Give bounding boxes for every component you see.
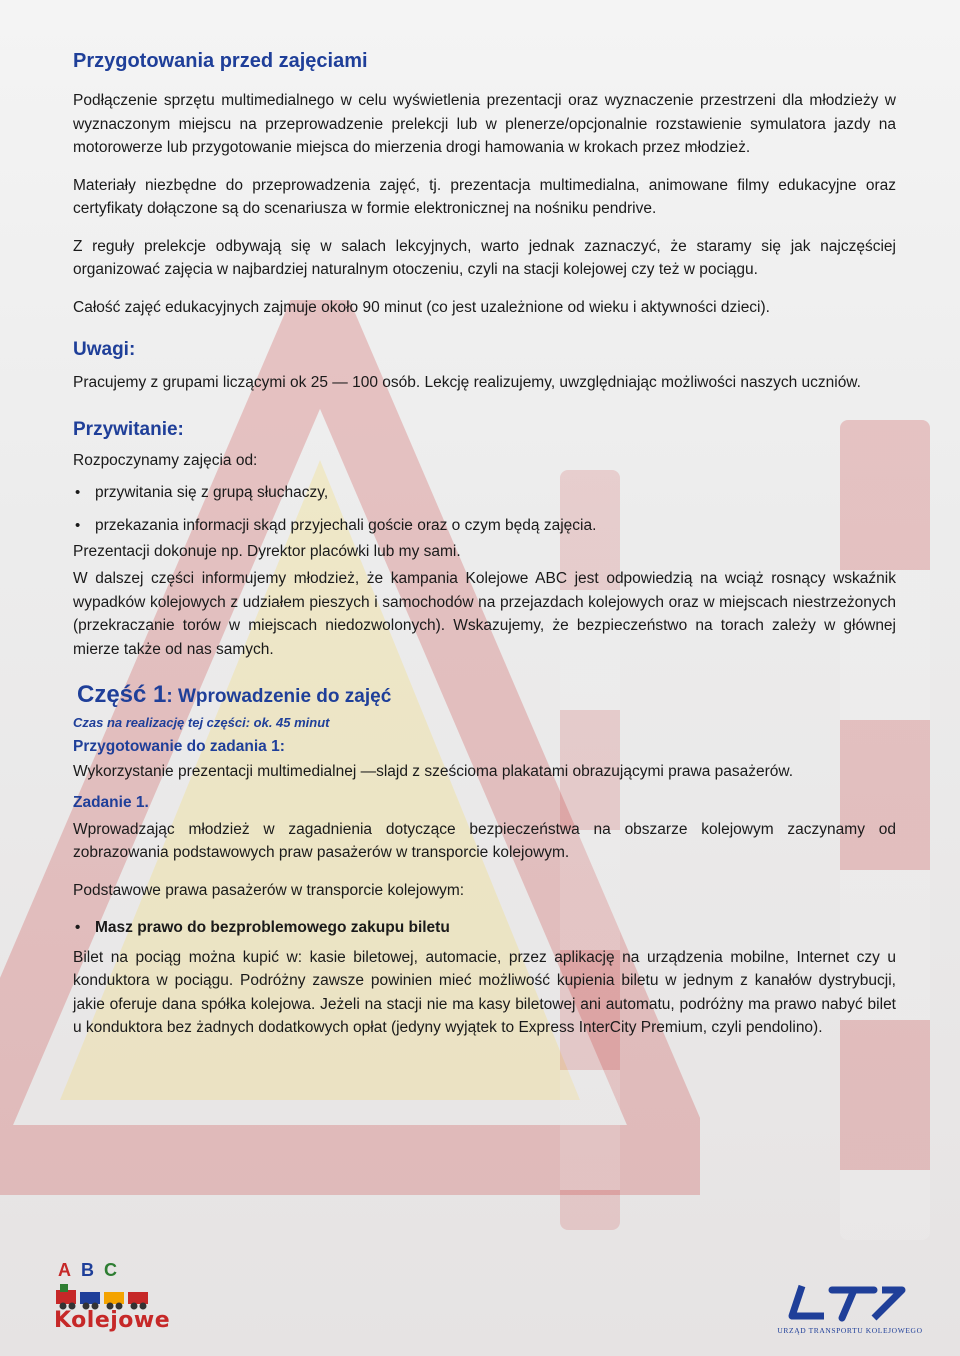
rights-intro: Podstawowe prawa pasażerów w transporcie kolejowym: <box>73 881 465 899</box>
part-1-title-text: : Wprowadzenie do zajęć <box>166 686 392 707</box>
przywitanie-list <box>73 481 896 538</box>
part-1-title <box>77 681 896 709</box>
section-title-przywitanie: Przywitanie: <box>73 419 184 440</box>
right-1-text: Bilet na pociąg można kupić w: kasie biletowej, automacie, przez aplikację na urządzenia mobilne, Internet czy u konduktora w pociągu. Podróżny zawsze powinien mieć możliwość kupienia biletu w jednym z kanałów dystrybucji, jakie oferuje dana spółka kolejowa. Jeżeli na stacji nie ma kasy biletowej ani automatu, podróżny ma prawo nabyć bilet u konduktora bez żadnych dodatkowych opłat (jedyny wyjątek to Express InterCity Premium, czyli pendolino). <box>73 948 896 1036</box>
utk-logo <box>762 1282 938 1342</box>
utk-caption: URZĄD TRANSPORTU KOLEJOWEGO <box>777 1326 923 1335</box>
logo-letter-b: B <box>81 1260 94 1280</box>
logo-letter-a: A <box>58 1260 71 1280</box>
prep-task-1-text: Wykorzystanie prezentacji multimedialnej —slajd z sześcioma plakatami obrazującymi prawa pasażerów. <box>73 763 794 780</box>
paragraph-uwagi: Pracujemy z grupami liczącymi ok 25 — 100 osób. Lekcję realizujemy, uwzględniając możliwości naszych uczniów. <box>73 374 861 391</box>
list-item: • przekazania informacji skąd przyjechali goście oraz o czym będą zajęcia. <box>73 514 896 538</box>
paragraph-campaign: W dalszej części informujemy młodzież, że kampania Kolejowe ABC jest odpowiedzią na wciąż rosnący wskaźnik wypadków kolejowych z udziałem pieszych i samochodów na przejazdach kolejowych oraz w miejscach niestrzeżonych (przekraczanie torów w miejscach niedozwolonych). Wskazujemy, że bezpieczeństwo na torach zależy w głównej mierze także od nas samych. <box>73 570 896 658</box>
paragraph-location: Z reguły prelekcje odbywają się w salach lekcyjnych, warto jednak zaznaczyć, że staramy się jak najczęściej organizować zajęcia w najbardziej naturalnym otoczeniu, czyli na stacji kolejowej czy też w pociągu. <box>73 237 896 278</box>
paragraph-duration: Całość zajęć edukacyjnych zajmuje około 90 minut (co jest uzależnione od wieku i aktywności dzieci). <box>73 298 770 316</box>
task-1-title: Zadanie 1. <box>73 793 149 811</box>
list-item: • przywitania się z grupą słuchaczy, <box>73 481 896 505</box>
paragraph-przywitanie-intro: Rozpoczynamy zajęcia od: <box>73 452 258 469</box>
utk-emblem-icon <box>762 1282 938 1326</box>
task-1-text: Wprowadzając młodzież w zagadnienia dotyczące bezpieczeństwa na obszarze kolejowym zaczynamy od zobrazowania podstawowych praw pasażerów w transporcie kolejowym. <box>73 820 896 861</box>
logo-word: Kolejowe <box>54 1308 171 1333</box>
list-item: • Masz prawo do bezproblemowego zakupu biletu <box>73 916 896 940</box>
section-title-uwagi: Uwagi: <box>73 339 136 360</box>
paragraph-equipment: Podłączenie sprzętu multimedialnego w celu wyświetlenia prezentacji oraz wyznaczenie przestrzeni dla młodzieży w wyznaczonym miejscu na przeprowadzenie prelekcji lub w plenerze/opcjonalnie rozstawienie symulatora jazdy na motorowerze lub przygotowanie miejsca do mierzenia drogi hamowania w krokach przez młodzież. <box>73 92 896 156</box>
part-1-title-number: Część 1 <box>77 681 167 708</box>
kolejowe-abc-logo <box>48 1260 171 1340</box>
rights-list <box>73 916 896 940</box>
paragraph-presenter: Prezentacji dokonuje np. Dyrektor placówki lub my sami. <box>73 542 461 560</box>
document-body <box>73 50 896 1040</box>
logo-letter-c: C <box>104 1260 117 1280</box>
train-icon <box>54 1282 154 1310</box>
prep-task-1-title: Przygotowanie do zadania 1: <box>73 738 285 755</box>
abc-letters <box>58 1260 127 1281</box>
paragraph-materials: Materiały niezbędne do przeprowadzenia zajęć, tj. prezentacja multimedialna, animowane filmy edukacyjne oraz certyfikaty dołączone są do scenariusza w formie elektronicznej na nośniku pendrive. <box>73 176 896 217</box>
page-title: Przygotowania przed zajęciami <box>73 50 368 72</box>
part-1-time: Czas na realizację tej części: ok. 45 minut <box>73 715 330 730</box>
